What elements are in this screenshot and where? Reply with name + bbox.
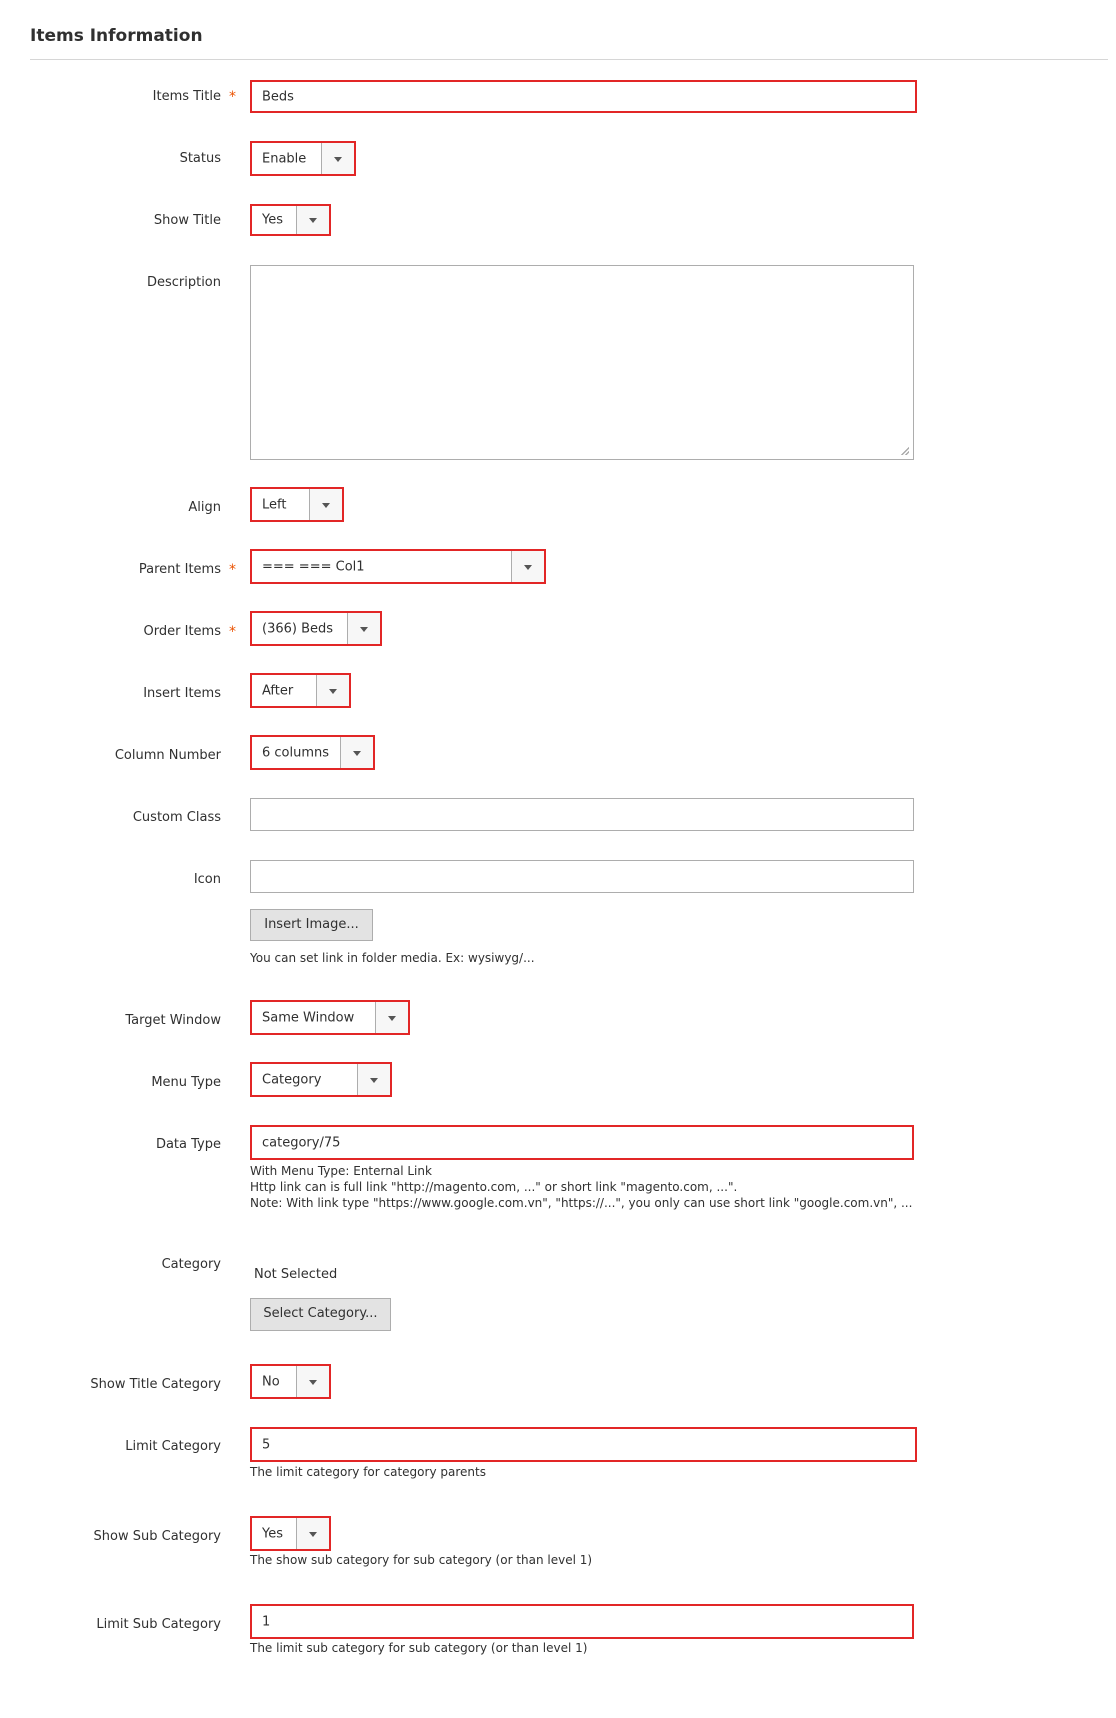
show-title-category-value: No [262, 1374, 280, 1389]
icon-label: Icon [193, 872, 221, 887]
target-window-value: Same Window [262, 1010, 355, 1025]
parent-items-value: === === Col1 [262, 559, 365, 574]
custom-class-label: Custom Class [132, 810, 221, 825]
chevron-down-icon [375, 1002, 408, 1033]
chevron-down-icon [296, 1518, 329, 1549]
required-mark: * [229, 562, 236, 578]
resize-handle-icon[interactable] [901, 447, 909, 455]
insert-items-label: Insert Items [143, 686, 221, 701]
description-label: Description [146, 275, 221, 290]
chevron-down-icon [340, 737, 373, 768]
required-mark: * [229, 624, 236, 640]
show-sub-category-select[interactable] [250, 1516, 331, 1551]
data-type-label: Data Type [155, 1137, 221, 1152]
insert-image-button[interactable]: Insert Image... [250, 909, 373, 941]
insert-items-value: After [262, 683, 294, 698]
chevron-down-icon [316, 675, 349, 706]
menu-type-select[interactable] [250, 1062, 392, 1097]
column-number-select[interactable] [250, 735, 375, 770]
target-window-select[interactable] [250, 1000, 410, 1035]
target-window-label: Target Window [125, 1013, 221, 1028]
status-label: Status [179, 151, 221, 166]
limit-category-input[interactable] [250, 1427, 917, 1462]
show-title-value: Yes [262, 212, 283, 228]
limit-category-value: 5 [262, 1437, 271, 1452]
description-textarea[interactable] [250, 265, 914, 460]
limit-category-label: Limit Category [125, 1439, 221, 1454]
data-type-note [250, 1163, 912, 1211]
show-sub-category-note: The show sub category for sub category (or than level 1) [250, 1553, 593, 1567]
menu-type-label: Menu Type [151, 1075, 221, 1090]
note-line: Note: With link type "https://www.google.com.vn", "https://...", you only can use short link "google.com.vn", ... [250, 1196, 913, 1210]
show-title-select[interactable] [250, 204, 331, 236]
column-number-value: 6 columns [262, 745, 330, 760]
custom-class-input[interactable] [250, 798, 914, 831]
required-mark: * [229, 89, 236, 105]
show-title-category-label: Show Title Category [90, 1377, 221, 1392]
chevron-down-icon [357, 1064, 390, 1095]
parent-items-select[interactable] [250, 549, 546, 584]
category-value: Not Selected [254, 1267, 338, 1282]
section-divider [30, 59, 1108, 60]
status-select[interactable] [250, 141, 356, 176]
chevron-down-icon [296, 1366, 329, 1397]
show-title-category-select[interactable] [250, 1364, 331, 1399]
icon-input[interactable] [250, 860, 914, 893]
chevron-down-icon [296, 206, 329, 234]
data-type-value: category/75 [262, 1135, 341, 1150]
chevron-down-icon [347, 613, 380, 644]
note-line: With Menu Type: Enternal Link [250, 1164, 432, 1178]
align-select[interactable] [250, 487, 344, 522]
chevron-down-icon [321, 143, 354, 174]
section-title: Items Information [30, 26, 203, 46]
show-title-label: Show Title [153, 213, 221, 228]
limit-sub-category-label: Limit Sub Category [96, 1617, 221, 1632]
limit-category-note: The limit category for category parents [250, 1465, 486, 1479]
order-items-value: (366) Beds [262, 621, 334, 636]
chevron-down-icon [511, 551, 544, 582]
menu-type-value: Category [262, 1072, 322, 1087]
insert-items-select[interactable] [250, 673, 351, 708]
note-line: Http link can is full link "http://magento.com, ..." or short link "magento.com, ...". [250, 1180, 738, 1194]
parent-items-label: Parent Items [138, 562, 221, 577]
status-value: Enable [262, 151, 307, 166]
show-sub-category-label: Show Sub Category [93, 1529, 221, 1544]
limit-sub-category-value: 1 [262, 1614, 271, 1629]
column-number-label: Column Number [114, 748, 221, 763]
limit-sub-category-input[interactable] [250, 1604, 914, 1639]
data-type-input[interactable] [250, 1125, 914, 1160]
icon-note: You can set link in folder media. Ex: wysiwyg/... [250, 951, 535, 965]
order-items-label: Order Items [143, 624, 221, 639]
align-label: Align [188, 500, 221, 515]
order-items-select[interactable] [250, 611, 382, 646]
items-title-value: Beds [262, 89, 294, 104]
category-label: Category [161, 1257, 221, 1272]
items-title-label: Items Title [152, 89, 221, 104]
chevron-down-icon [309, 489, 342, 520]
show-sub-category-value: Yes [262, 1526, 283, 1541]
align-value: Left [262, 497, 287, 512]
select-category-button[interactable]: Select Category... [250, 1298, 391, 1331]
limit-sub-category-note: The limit sub category for sub category (or than level 1) [250, 1641, 588, 1655]
items-title-input[interactable] [250, 80, 917, 113]
